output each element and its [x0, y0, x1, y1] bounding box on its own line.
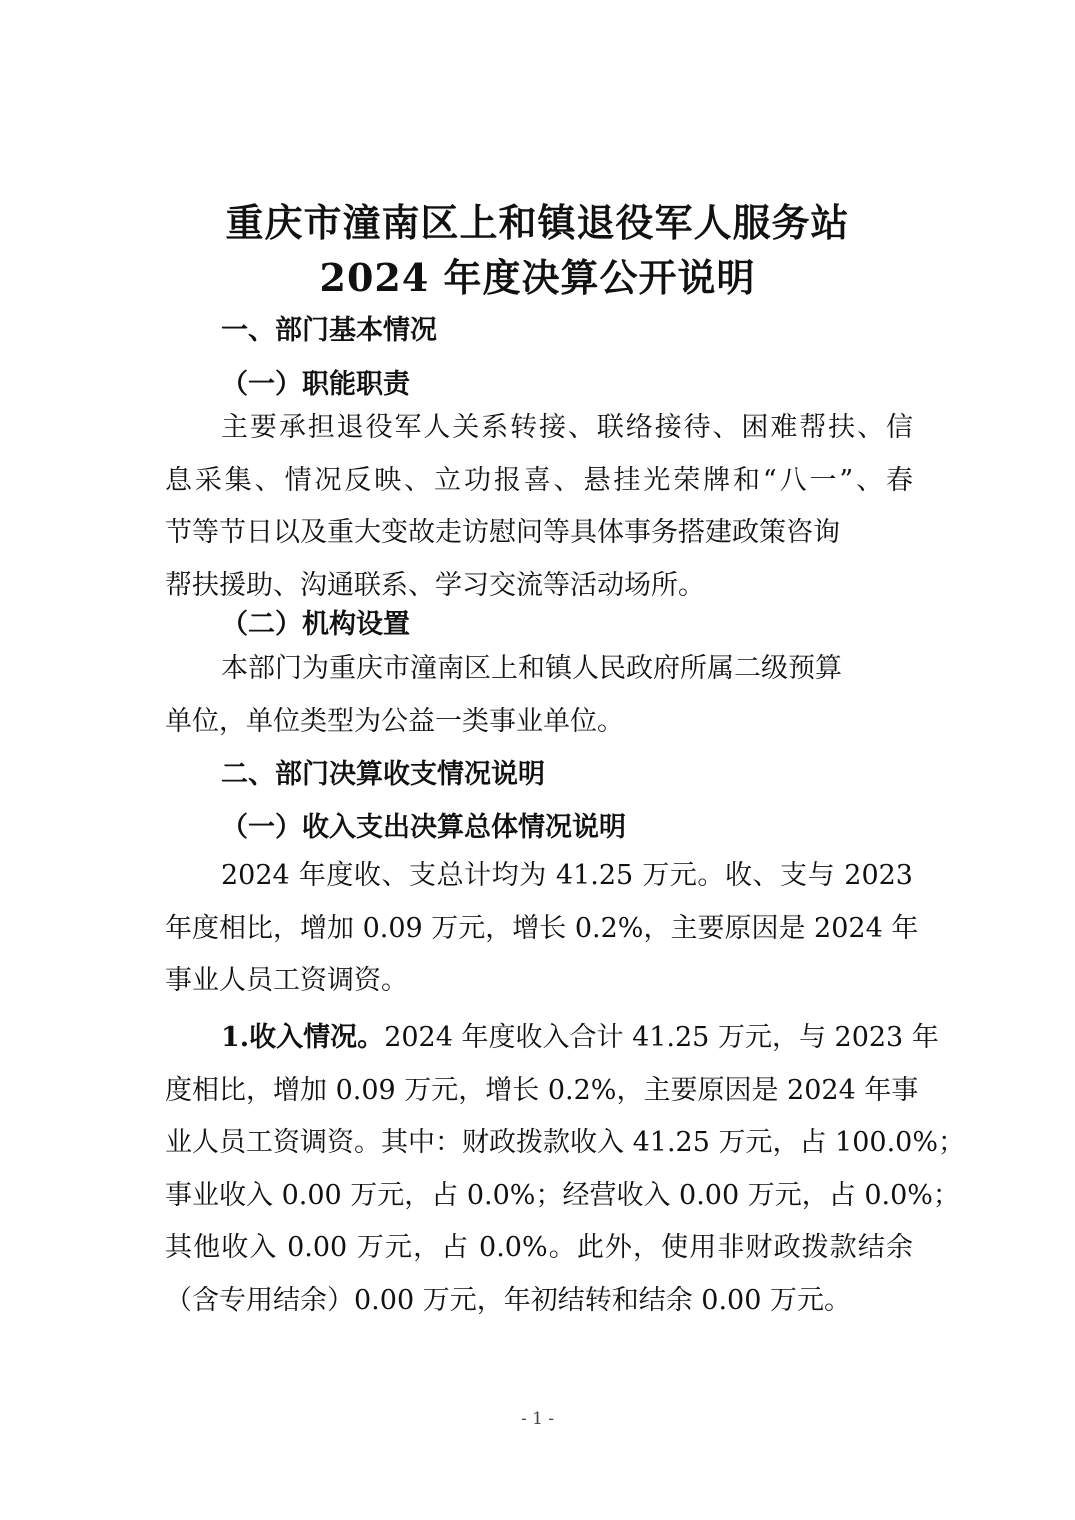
section1-sub1-heading: （一）职能职责 [221, 369, 410, 400]
duties-paragraph [165, 402, 913, 612]
income-first-line [165, 1012, 939, 1065]
income-line: 2024 年度收入合计 41.25 万元，与 2023 年 [384, 1022, 939, 1053]
overview-line: 事业人员工资调资。 [165, 965, 408, 996]
organization-line: 单位，单位类型为公益一类事业单位。 [165, 705, 624, 737]
income-paragraph [165, 1012, 965, 1327]
duties-line: 息采集、情况反映、立功报喜、悬挂光荣牌和“八一”、春 [165, 464, 913, 496]
document-title-line1: 重庆市潼南区上和镇退役军人服务站 [225, 200, 850, 245]
duties-line: 节等节日以及重大变故走访慰问等具体事务搭建政策咨询 [165, 517, 840, 548]
duties-line: 主要承担退役军人关系转接、联络接待、困难帮扶、信 [221, 412, 913, 443]
section2-sub1-heading: （一）收入支出决算总体情况说明 [221, 812, 626, 843]
section1-heading: 一、部门基本情况 [221, 315, 437, 346]
income-lead: 1.收入情况。 [221, 1022, 385, 1053]
income-line: 业人员工资调资。其中：财政拨款收入 41.25 万元，占 100.0%； [165, 1127, 965, 1158]
organization-paragraph [165, 643, 913, 748]
section2-heading: 二、部门决算收支情况说明 [221, 759, 545, 790]
income-line: 事业收入 0.00 万元，占 0.0%；经营收入 0.00 万元，占 0.0%； [165, 1179, 960, 1211]
income-line: 其他收入 0.00 万元，占 0.0%。此外，使用非财政拨款结余 [165, 1232, 913, 1263]
overview-line: 2024 年度收、支总计均为 41.25 万元。收、支与 2023 [221, 860, 913, 891]
document-title-line2: 2024 年度决算公开说明 [319, 255, 756, 300]
duties-line: 帮扶援助、沟通联系、学习交流等活动场所。 [165, 569, 705, 601]
page-number: - 1 - [520, 1409, 555, 1429]
overview-paragraph [165, 850, 919, 1008]
section1-sub2-heading: （二）机构设置 [221, 609, 410, 640]
organization-line: 本部门为重庆市潼南区上和镇人民政府所属二级预算 [221, 653, 842, 684]
overview-line: 年度相比，增加 0.09 万元，增长 0.2%，主要原因是 2024 年 [165, 912, 919, 944]
income-line: （含专用结余）0.00 万元，年初结转和结余 0.00 万元。 [165, 1284, 851, 1316]
income-line: 度相比，增加 0.09 万元，增长 0.2%，主要原因是 2024 年事 [165, 1074, 919, 1106]
